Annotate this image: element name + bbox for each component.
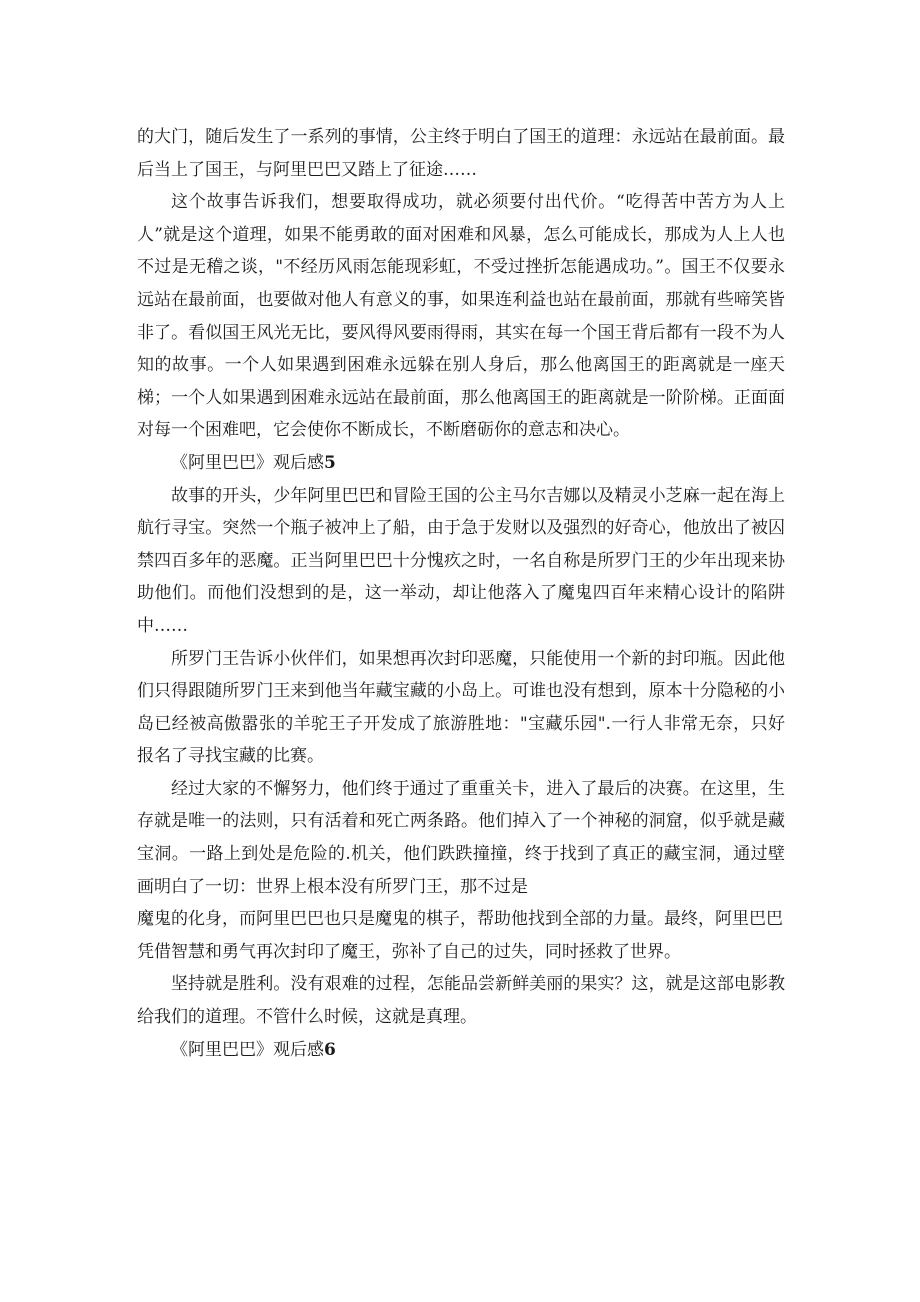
document-body (137, 121, 785, 1066)
paragraph-lesson: 这个故事告诉我们，想要取得成功，就必须要付出代价。“吃得苦中苦方为人上人”就是这个道理，如果不能勇敢的面对困难和风暴，怎么可能成长，那成为人上人也不过是无稽之谈，"不经历风雨怎能现彩虹，不受过挫折怎能遇成功。”。国王不仅要永远站在最前面，也要做对他人有意义的事，如果连利益也站在最前面，那就有些啼笑皆非了。看似国王风光无比，要风得风要雨得雨，其实在每一个国王背后都有一段不为人知的故事。一个人如果遇到困难永远躲在别人身后，那么他离国王的距离就是一座天梯；一个人如果遇到困难永远站在最前面，那么他离国王的距离就是一阶阶梯。正面面对每一个困难吧，它会使你不断成长，不断磨砺你的意志和决心。 (137, 192, 785, 441)
section-heading-6 (137, 1034, 785, 1067)
paragraph-moral: 坚持就是胜利。没有艰难的过程，怎能品尝新鲜美丽的果实？这，就是这部电影教给我们的道理。不管什么时候，这就是真理。 (137, 974, 785, 1028)
paragraph-solomon: 所罗门王告诉小伙伴们，如果想再次封印恶魔，只能使用一个新的封印瓶。因此他们只得跟随所罗门王来到他当年藏宝藏的小岛上。可谁也没有想到，原本十分隐秘的小岛已经被高傲嚣张的羊驼王子开发成了旅游胜地："宝藏乐园".一行人非常无奈，只好报名了寻找宝藏的比赛。 (137, 648, 785, 767)
paragraph-ending: 魔鬼的化身，而阿里巴巴也只是魔鬼的棋子，帮助他找到全部的力量。最终，阿里巴巴凭借智慧和勇气再次封印了魔王，弥补了自己的过失，同时拯救了世界。 (137, 909, 783, 962)
section-heading-title: 《阿里巴巴》观后感 (171, 1039, 324, 1060)
section-heading-number: 6 (324, 1039, 336, 1060)
section-heading-5 (137, 447, 785, 480)
paragraph-continuation: 的大门，随后发生了一系列的事情，公主终于明白了国王的道理：永远站在最前面。最后当上了国王，与阿里巴巴又踏上了征途…… (137, 127, 785, 180)
paragraph-final-round: 经过大家的不懈努力，他们终于通过了重重关卡，进入了最后的决赛。在这里，生存就是唯一的法则，只有活着和死亡两条路。他们掉入了一个神秘的洞窟，似乎就是藏宝洞。一路上到处是危险的.机关，他们跌跌撞撞，终于找到了真正的藏宝洞，通过壁画明白了一切：世界上根本没有所罗门王，那不过是 (137, 778, 785, 897)
section-heading-number: 5 (324, 452, 336, 473)
section-heading-title: 《阿里巴巴》观后感 (171, 452, 324, 473)
paragraph-story-opening: 故事的开头，少年阿里巴巴和冒险王国的公主马尔吉娜以及精灵小芝麻一起在海上航行寻宝。突然一个瓶子被冲上了船，由于急于发财以及强烈的好奇心，他放出了被囚禁四百多年的恶魔。正当阿里巴巴十分愧疚之时，一名自称是所罗门王的少年出现来协助他们。而他们没想到的是，这一举动，却让他落入了魔鬼四百年来精心设计的陷阱中…… (137, 485, 785, 636)
